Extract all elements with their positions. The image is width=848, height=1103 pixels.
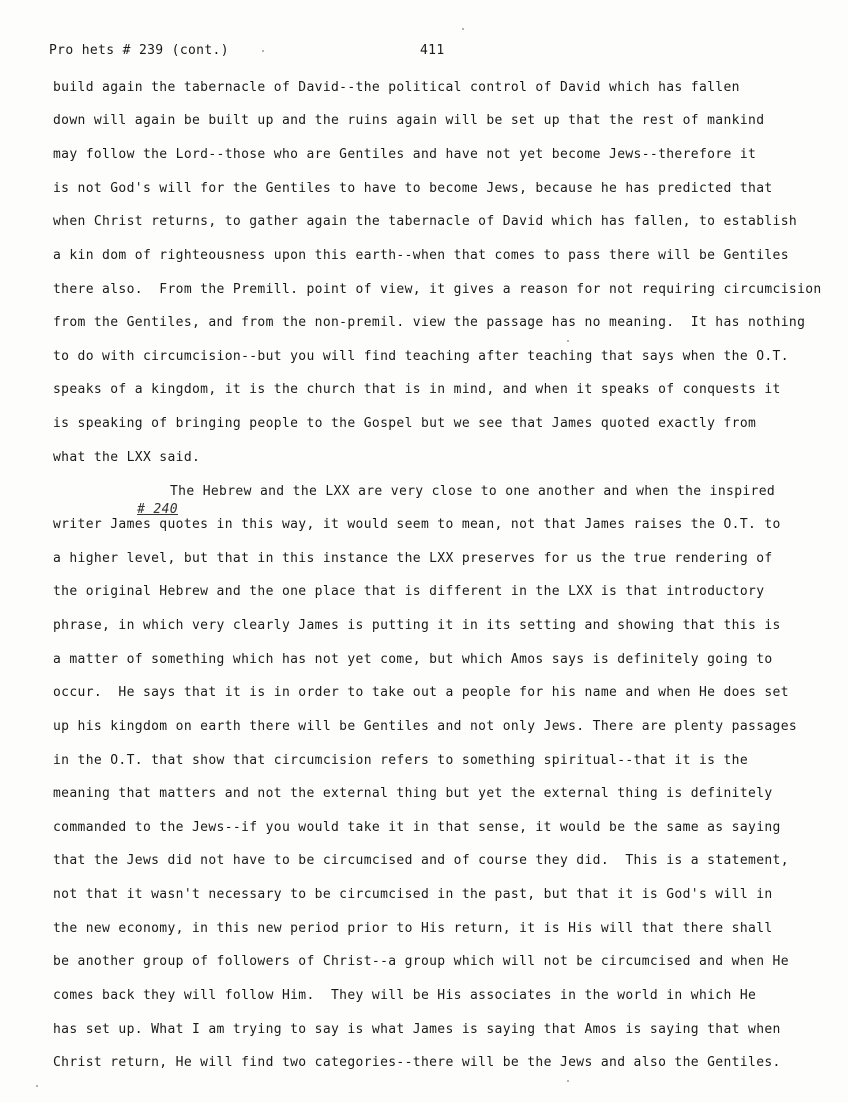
paragraph-marker <box>88 483 178 517</box>
text-line: from the Gentiles, and from the non-premil. view the passage has no meaning. It has nothing <box>53 315 806 330</box>
text-line: up his kingdom on earth there will be Gentiles and not only Jews. There are plenty passages <box>53 719 798 734</box>
text-line: the original Hebrew and the one place that is different in the LXX is that introductory <box>53 584 765 599</box>
paper-speck <box>36 1085 38 1087</box>
text-line: comes back they will follow Him. They will be His associates in the world in which He <box>53 988 757 1003</box>
paper-speck <box>567 1080 569 1082</box>
text-line: may follow the Lord--those who are Gentiles and have not yet become Jews--therefore it <box>53 147 757 162</box>
text-line: speaks of a kingdom, it is the church that is in mind, and when it speaks of conquests it <box>53 382 781 397</box>
text-line: meaning that matters and not the external thing but yet the external thing is definitely <box>53 786 773 801</box>
text-line: to do with circumcision--but you will find teaching after teaching that says when the O.T. <box>53 349 789 364</box>
text-line: that the Jews did not have to be circumcised and of course they did. This is a statement, <box>53 853 789 868</box>
text-line: in the O.T. that show that circumcision refers to something spiritual--that it is the <box>53 753 749 768</box>
paper-speck <box>462 28 464 30</box>
text-line: phrase, in which very clearly James is putting it in its setting and showing that this is <box>53 618 781 633</box>
text-line: down will again be built up and the ruins again will be set up that the rest of mankind <box>53 113 765 128</box>
text-line: occur. He says that it is in order to take out a people for his name and when He does set <box>53 685 789 700</box>
text-line: commanded to the Jews--if you would take it in that sense, it would be the same as saying <box>53 820 781 835</box>
text-line: what the LXX said. <box>53 450 201 465</box>
paper-speck <box>262 50 264 52</box>
page-header <box>49 43 809 63</box>
text-line: is speaking of bringing people to the Gospel but we see that James quoted exactly from <box>53 416 757 431</box>
text-line: is not God's will for the Gentiles to have to become Jews, because he has predicted that <box>53 181 773 196</box>
text-line: build again the tabernacle of David--the political control of David which has fallen <box>53 80 740 95</box>
text-line: a matter of something which has not yet come, but which Amos says is definitely going to <box>53 652 773 667</box>
text-line: writer James quotes in this way, it would seem to mean, not that James raises the O.T. to <box>53 517 781 532</box>
text-line: there also. From the Premill. point of view, it gives a reason for not requiring circumcision <box>53 282 822 297</box>
paper-speck <box>567 340 569 342</box>
paragraph-number: # 240 <box>137 502 178 517</box>
text-line: a higher level, but that in this instance the LXX preserves for us the true rendering of <box>53 551 773 566</box>
header-title: Pro hets # 239 (cont.) <box>49 43 229 58</box>
text-line: the new economy, in this new period prior to His return, it is His will that there shall <box>53 921 773 936</box>
text-line: be another group of followers of Christ--a group which will not be circumcised and when He <box>53 954 789 969</box>
text-line: when Christ returns, to gather again the tabernacle of David which has fallen, to establish <box>53 214 798 229</box>
text-line: has set up. What I am trying to say is what James is saying that Amos is saying that when <box>53 1022 781 1037</box>
text-line: not that it wasn't necessary to be circumcised in the past, but that it is God's will in <box>53 887 773 902</box>
text-line: Christ return, He will find two categories--there will be the Jews and also the Gentiles. <box>53 1055 781 1070</box>
text-line: The Hebrew and the LXX are very close to one another and when the inspired <box>170 484 776 499</box>
text-line: a kin dom of righteousness upon this earth--when that comes to pass there will be Gentiles <box>53 248 789 263</box>
page-number: 411 <box>420 43 445 58</box>
